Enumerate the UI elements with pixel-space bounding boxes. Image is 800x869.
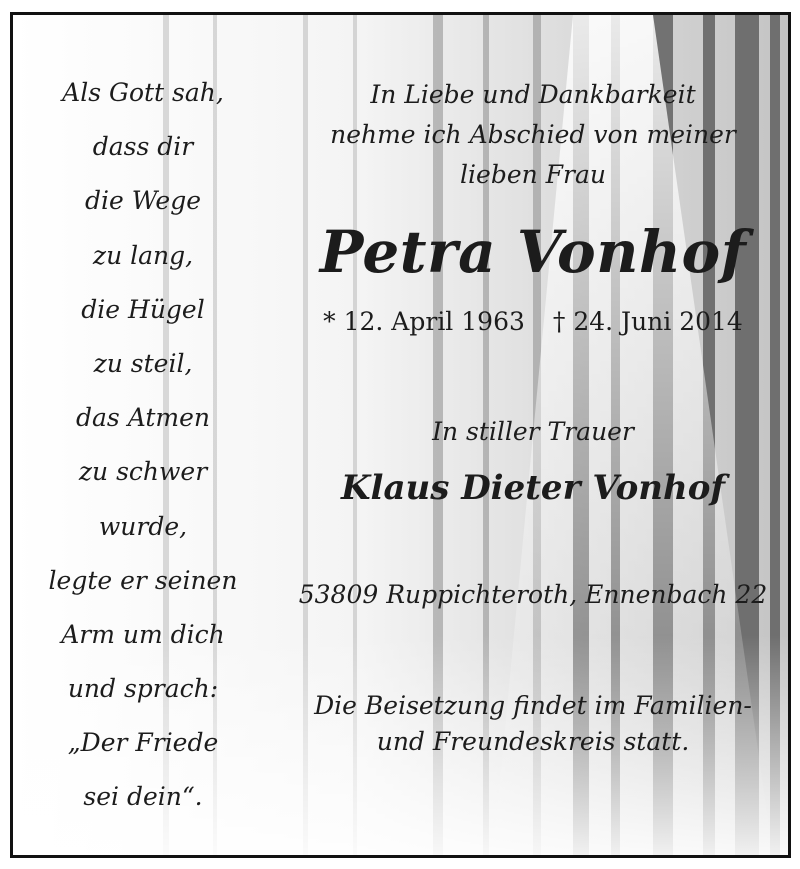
intro-line: In Liebe und Dankbarkeit bbox=[370, 80, 696, 109]
intro-line: lieben Frau bbox=[460, 160, 606, 189]
mourning-label: In stiller Trauer bbox=[432, 417, 634, 446]
intro-line: nehme ich Abschied von meiner bbox=[330, 120, 736, 149]
funeral-note bbox=[283, 688, 783, 761]
poem-line: zu lang, bbox=[92, 240, 194, 270]
poem-line: die Wege bbox=[85, 186, 201, 216]
deceased-name: Petra Vonhof bbox=[319, 218, 747, 286]
funeral-note-line: Die Beisetzung findet im Familien- bbox=[314, 691, 752, 720]
funeral-note-line: und Freundeskreis statt. bbox=[376, 727, 690, 757]
poem-line: zu schwer bbox=[78, 457, 208, 487]
address: 53809 Ruppichteroth, Ennenbach 22 bbox=[298, 580, 768, 609]
poem-line: und sprach: bbox=[67, 674, 219, 704]
obituary-card bbox=[10, 12, 791, 858]
poem-line: legte er seinen bbox=[48, 565, 238, 595]
poem bbox=[13, 73, 273, 832]
poem-line: Als Gott sah, bbox=[62, 78, 224, 107]
poem-line: sei dein“. bbox=[83, 782, 203, 812]
mourner-name: Klaus Dieter Vonhof bbox=[341, 468, 725, 508]
poem-line: wurde, bbox=[98, 511, 188, 541]
death-date: † 24. Juni 2014 bbox=[552, 307, 743, 336]
birth-date: * 12. April 1963 bbox=[323, 307, 525, 336]
poem-line: „Der Friede bbox=[67, 728, 219, 758]
poem-line: dass dir bbox=[92, 132, 194, 162]
poem-line: das Atmen bbox=[76, 403, 210, 433]
poem-line: die Hügel bbox=[81, 294, 205, 324]
intro-text bbox=[283, 77, 783, 197]
poem-line: zu steil, bbox=[93, 348, 193, 378]
poem-line: Arm um dich bbox=[61, 619, 225, 649]
life-dates bbox=[283, 307, 783, 336]
